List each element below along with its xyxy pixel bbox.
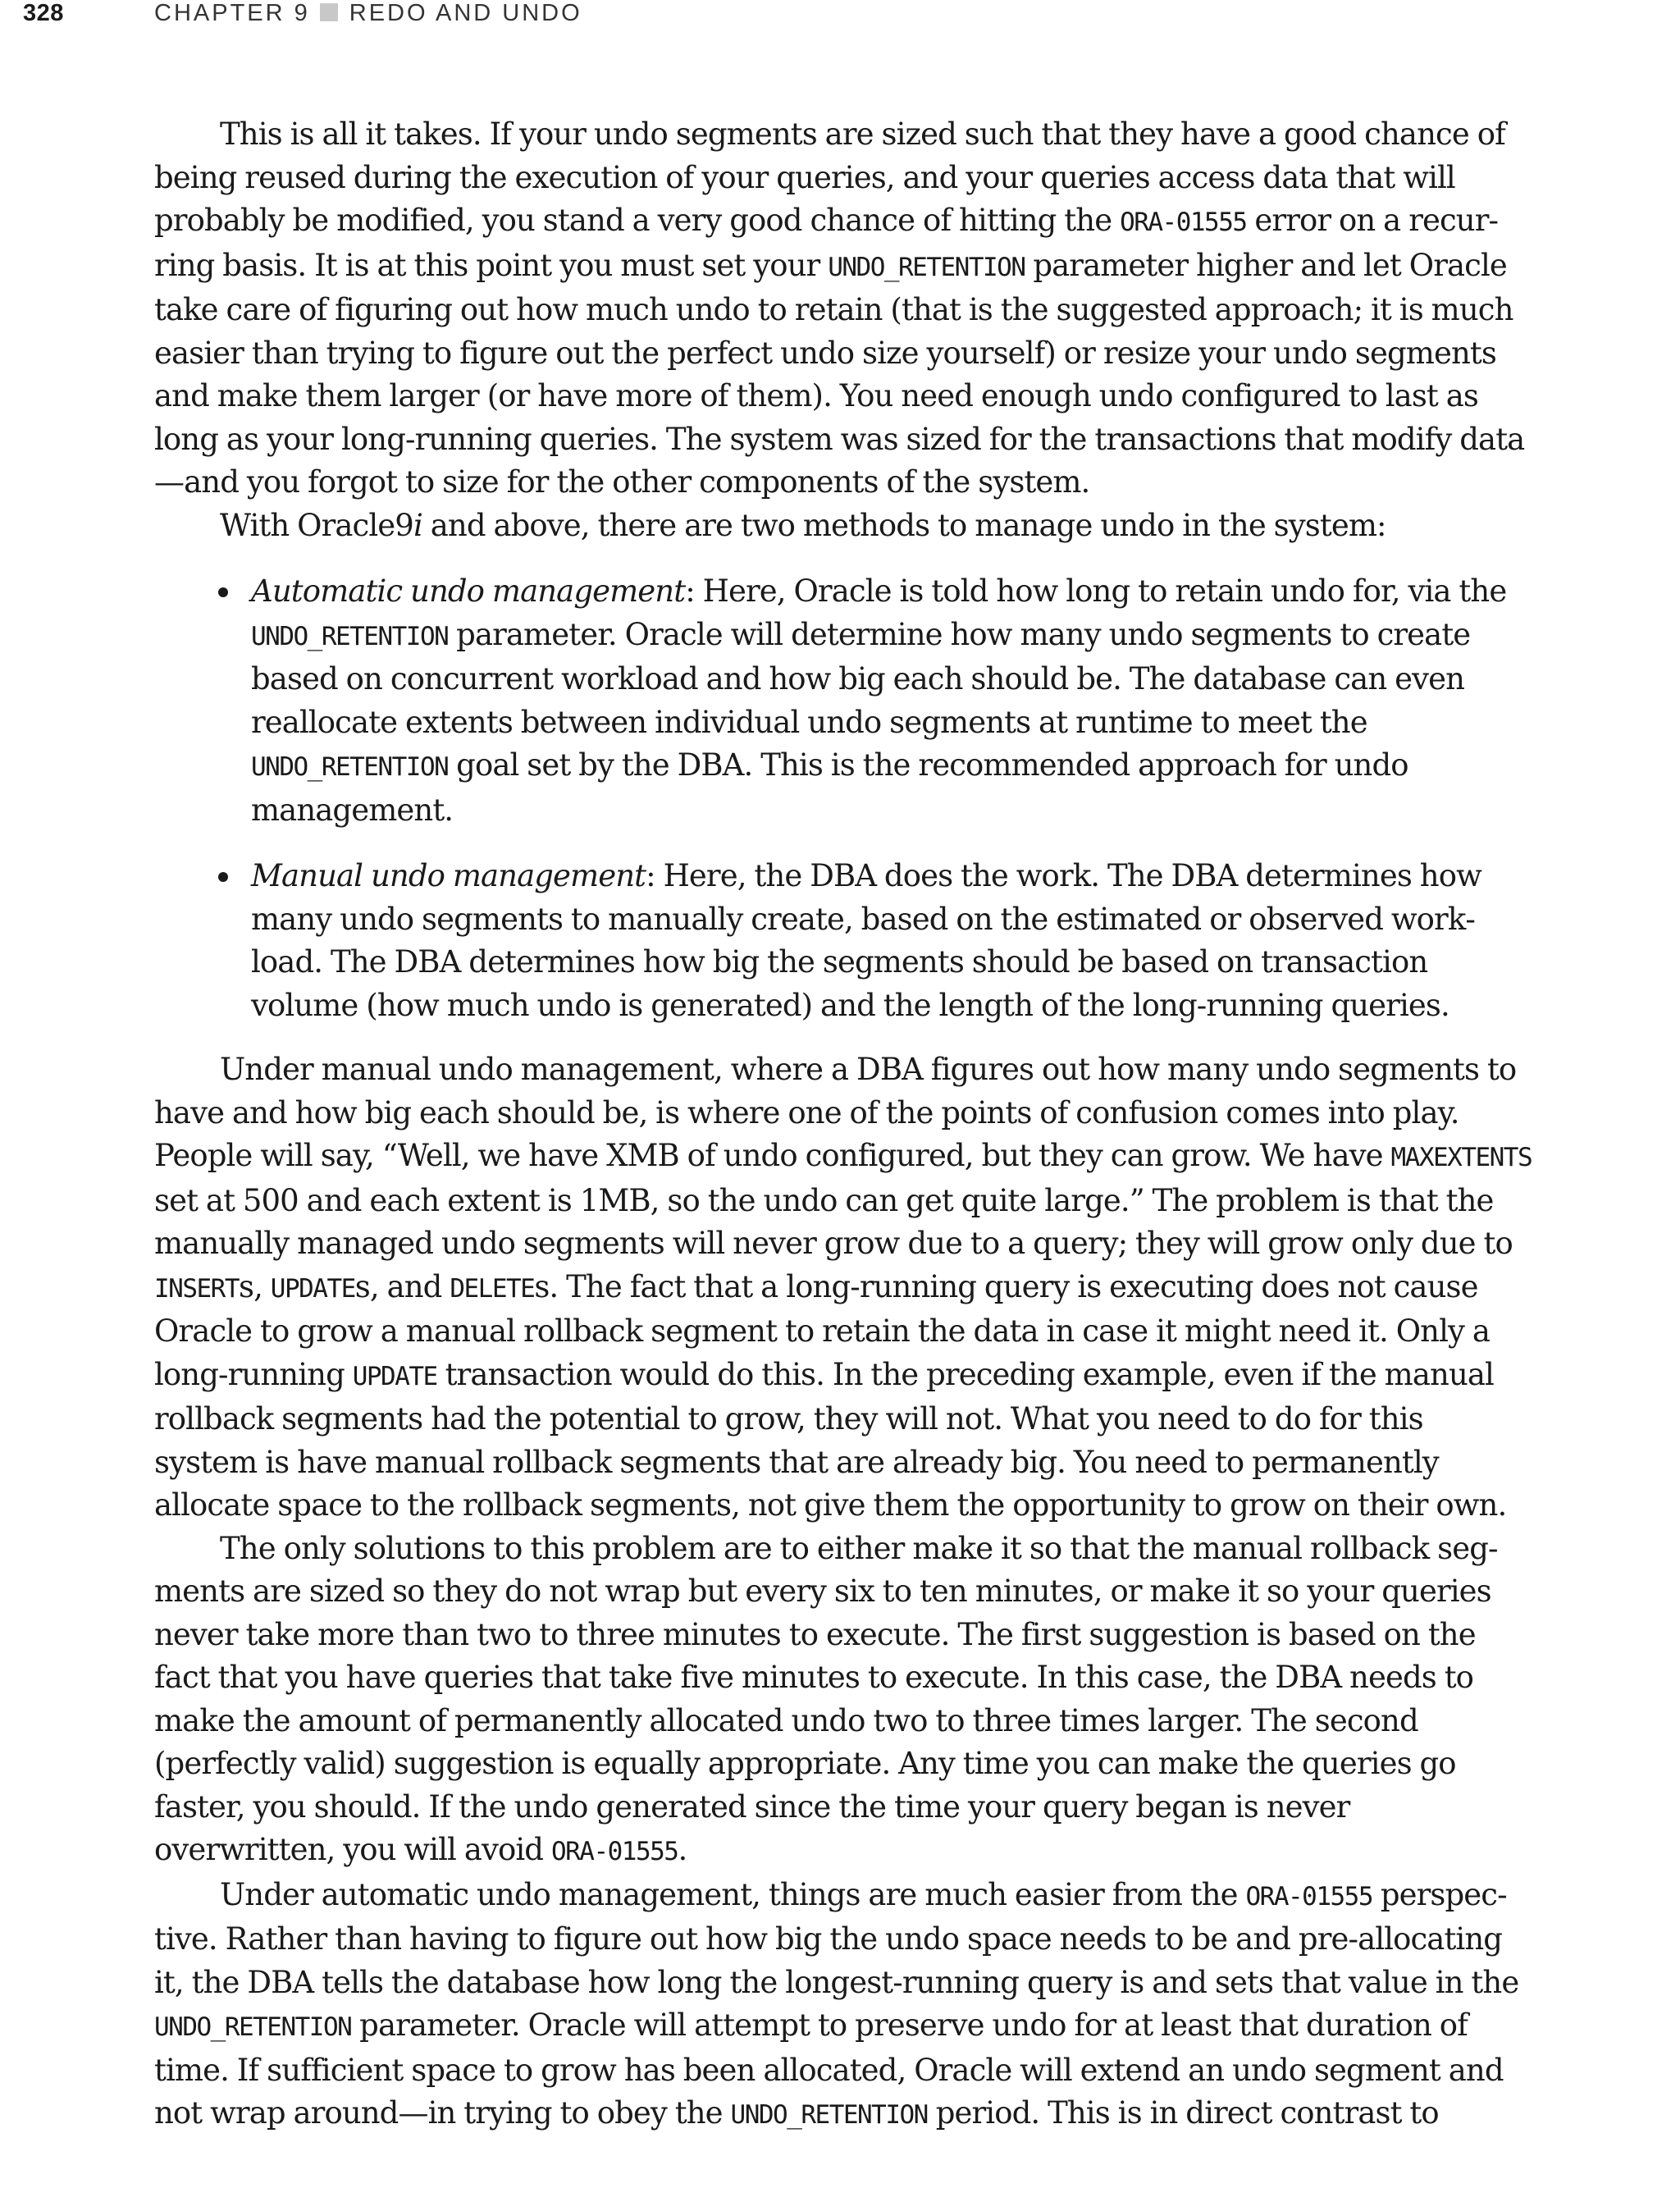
chapter-heading — [154, 0, 582, 26]
list-item: Automatic undo management: Here, Oracle is told how long to retain undo for, via the UNDO_RETENTION parameter. Oracle will determine how many undo segments to create based on concurrent workload and how big each should be. The database can even reallocate extents between individual undo segments at runtime to meet the UNDO_RETENTION goal set by the DBA. This is the recommended approach for undo management. — [251, 570, 1532, 832]
code-ora-01555: ORA-01555 — [550, 1837, 678, 1866]
code-undo-retention: UNDO_RETENTION — [251, 752, 449, 782]
code-undo-retention: UNDO_RETENTION — [828, 252, 1025, 282]
code-ora-01555: ORA-01555 — [1120, 208, 1247, 237]
code-ora-01555: ORA-01555 — [1245, 1881, 1372, 1912]
code-undo-retention: UNDO_RETENTION — [154, 2012, 352, 2042]
bullet-term: Automatic undo management — [251, 573, 686, 609]
bullet-term: Manual undo management — [251, 858, 646, 893]
code-insert: INSERT — [154, 1273, 239, 1304]
paragraph-4: The only solutions to this problem are to either make it so that the manual rollback segments are sized so they do not wrap but every six to ten minutes, or make it so your queries never take more than two to three minutes to execute. The first suggestion is based on the fact that you have queries that take five minutes to execute. In this case, the DBA needs to make the amount of permanently allocated undo two to three times larger. The second (perfectly valid) suggestion is equally appropriate. Any time you can make the queries go faster, you should. If the undo generated since the time your query began is never overwritten, you will avoid ORA-01555. — [154, 1530, 1499, 1867]
bullet-icon — [218, 587, 228, 597]
code-update: UPDATE — [352, 1361, 437, 1391]
undo-methods-list — [154, 570, 1532, 1027]
list-item: Manual undo management: Here, the DBA does the work. The DBA determines how many undo segments to manually create, based on the estimated or observed workload. The DBA determines how big the segments should be based on transaction volume (how much undo is generated) and the length of the long-running queries. — [251, 855, 1532, 1027]
paragraph-3: Under manual undo management, where a DBA figures out how many undo segments to have and how big each should be, is where one of the points of confusion comes into play. People will say, “Well, we have XMB of undo configured, but they can grow. We have MAXEXTENTS set at 500 and each extent is 1MB, so the undo can get quite large.” The problem is that the manually managed undo segments will never grow due to a query; they will grow only due to INSERTs, UPDATEs, and DELETEs. The fact that a long-running query is executing does not cause Oracle to grow a manual rollback segment to retain the data in case it might need it. Only a long-running UPDATE transaction would do this. In the preceding example, even if the manual rollback segments had the potential to grow, they will not. What you need to do for this system is have manual rollback segments that are already big. You need to permanently allocate space to the rollback segments, not give them the opportunity to grow on their own. — [154, 1052, 1532, 1523]
code-maxextents: MAXEXTENTS — [1390, 1143, 1532, 1172]
body-text — [154, 113, 1532, 2137]
code-delete: DELETE — [450, 1273, 535, 1304]
page-number: 328 — [23, 0, 64, 26]
paragraph-2: With Oracle9i and above, there are two methods to manage undo in the system: — [220, 507, 1386, 543]
chapter-title: REDO AND UNDO — [349, 0, 582, 26]
paragraph-5: Under automatic undo management, things are much easier from the ORA-01555 perspective. Rather than having to figure out how big the undo space needs to be and pre-allocating it, the DBA tells the database how long the longest-running query is and sets that value in the UNDO_RETENTION parameter. Oracle will attempt to preserve undo for at least that duration of time. If sufficient space to grow has been allocated, Oracle will extend an undo segment and not wrap around—in trying to obey the UNDO_RETENTION period. This is in direct contrast to — [154, 1876, 1519, 2131]
code-update: UPDATE — [270, 1273, 355, 1304]
running-header — [0, 0, 1680, 26]
code-undo-retention: UNDO_RETENTION — [251, 621, 449, 651]
chapter-label: CHAPTER 9 — [154, 0, 310, 26]
code-undo-retention: UNDO_RETENTION — [730, 2100, 928, 2130]
separator-square-icon — [320, 3, 338, 21]
paragraph-1: This is all it takes. If your undo segments are sized such that they have a good chance of being reused during the execution of your queries, and your queries access data that will probably be modified, you stand a very good chance of hitting the ORA-01555 error on a recurring basis. It is at this point you must set your UNDO_RETENTION parameter higher and let Oracle take care of figuring out how much undo to retain (that is the suggested approach; it is much easier than trying to figure out the perfect undo size yourself) or resize your undo segments and make them larger (or have more of them). You need enough undo configured to last as long as your long-running queries. The system was sized for the transactions that modify data—and you forgot to size for the other components of the system. — [154, 116, 1525, 500]
bullet-icon — [218, 872, 228, 882]
